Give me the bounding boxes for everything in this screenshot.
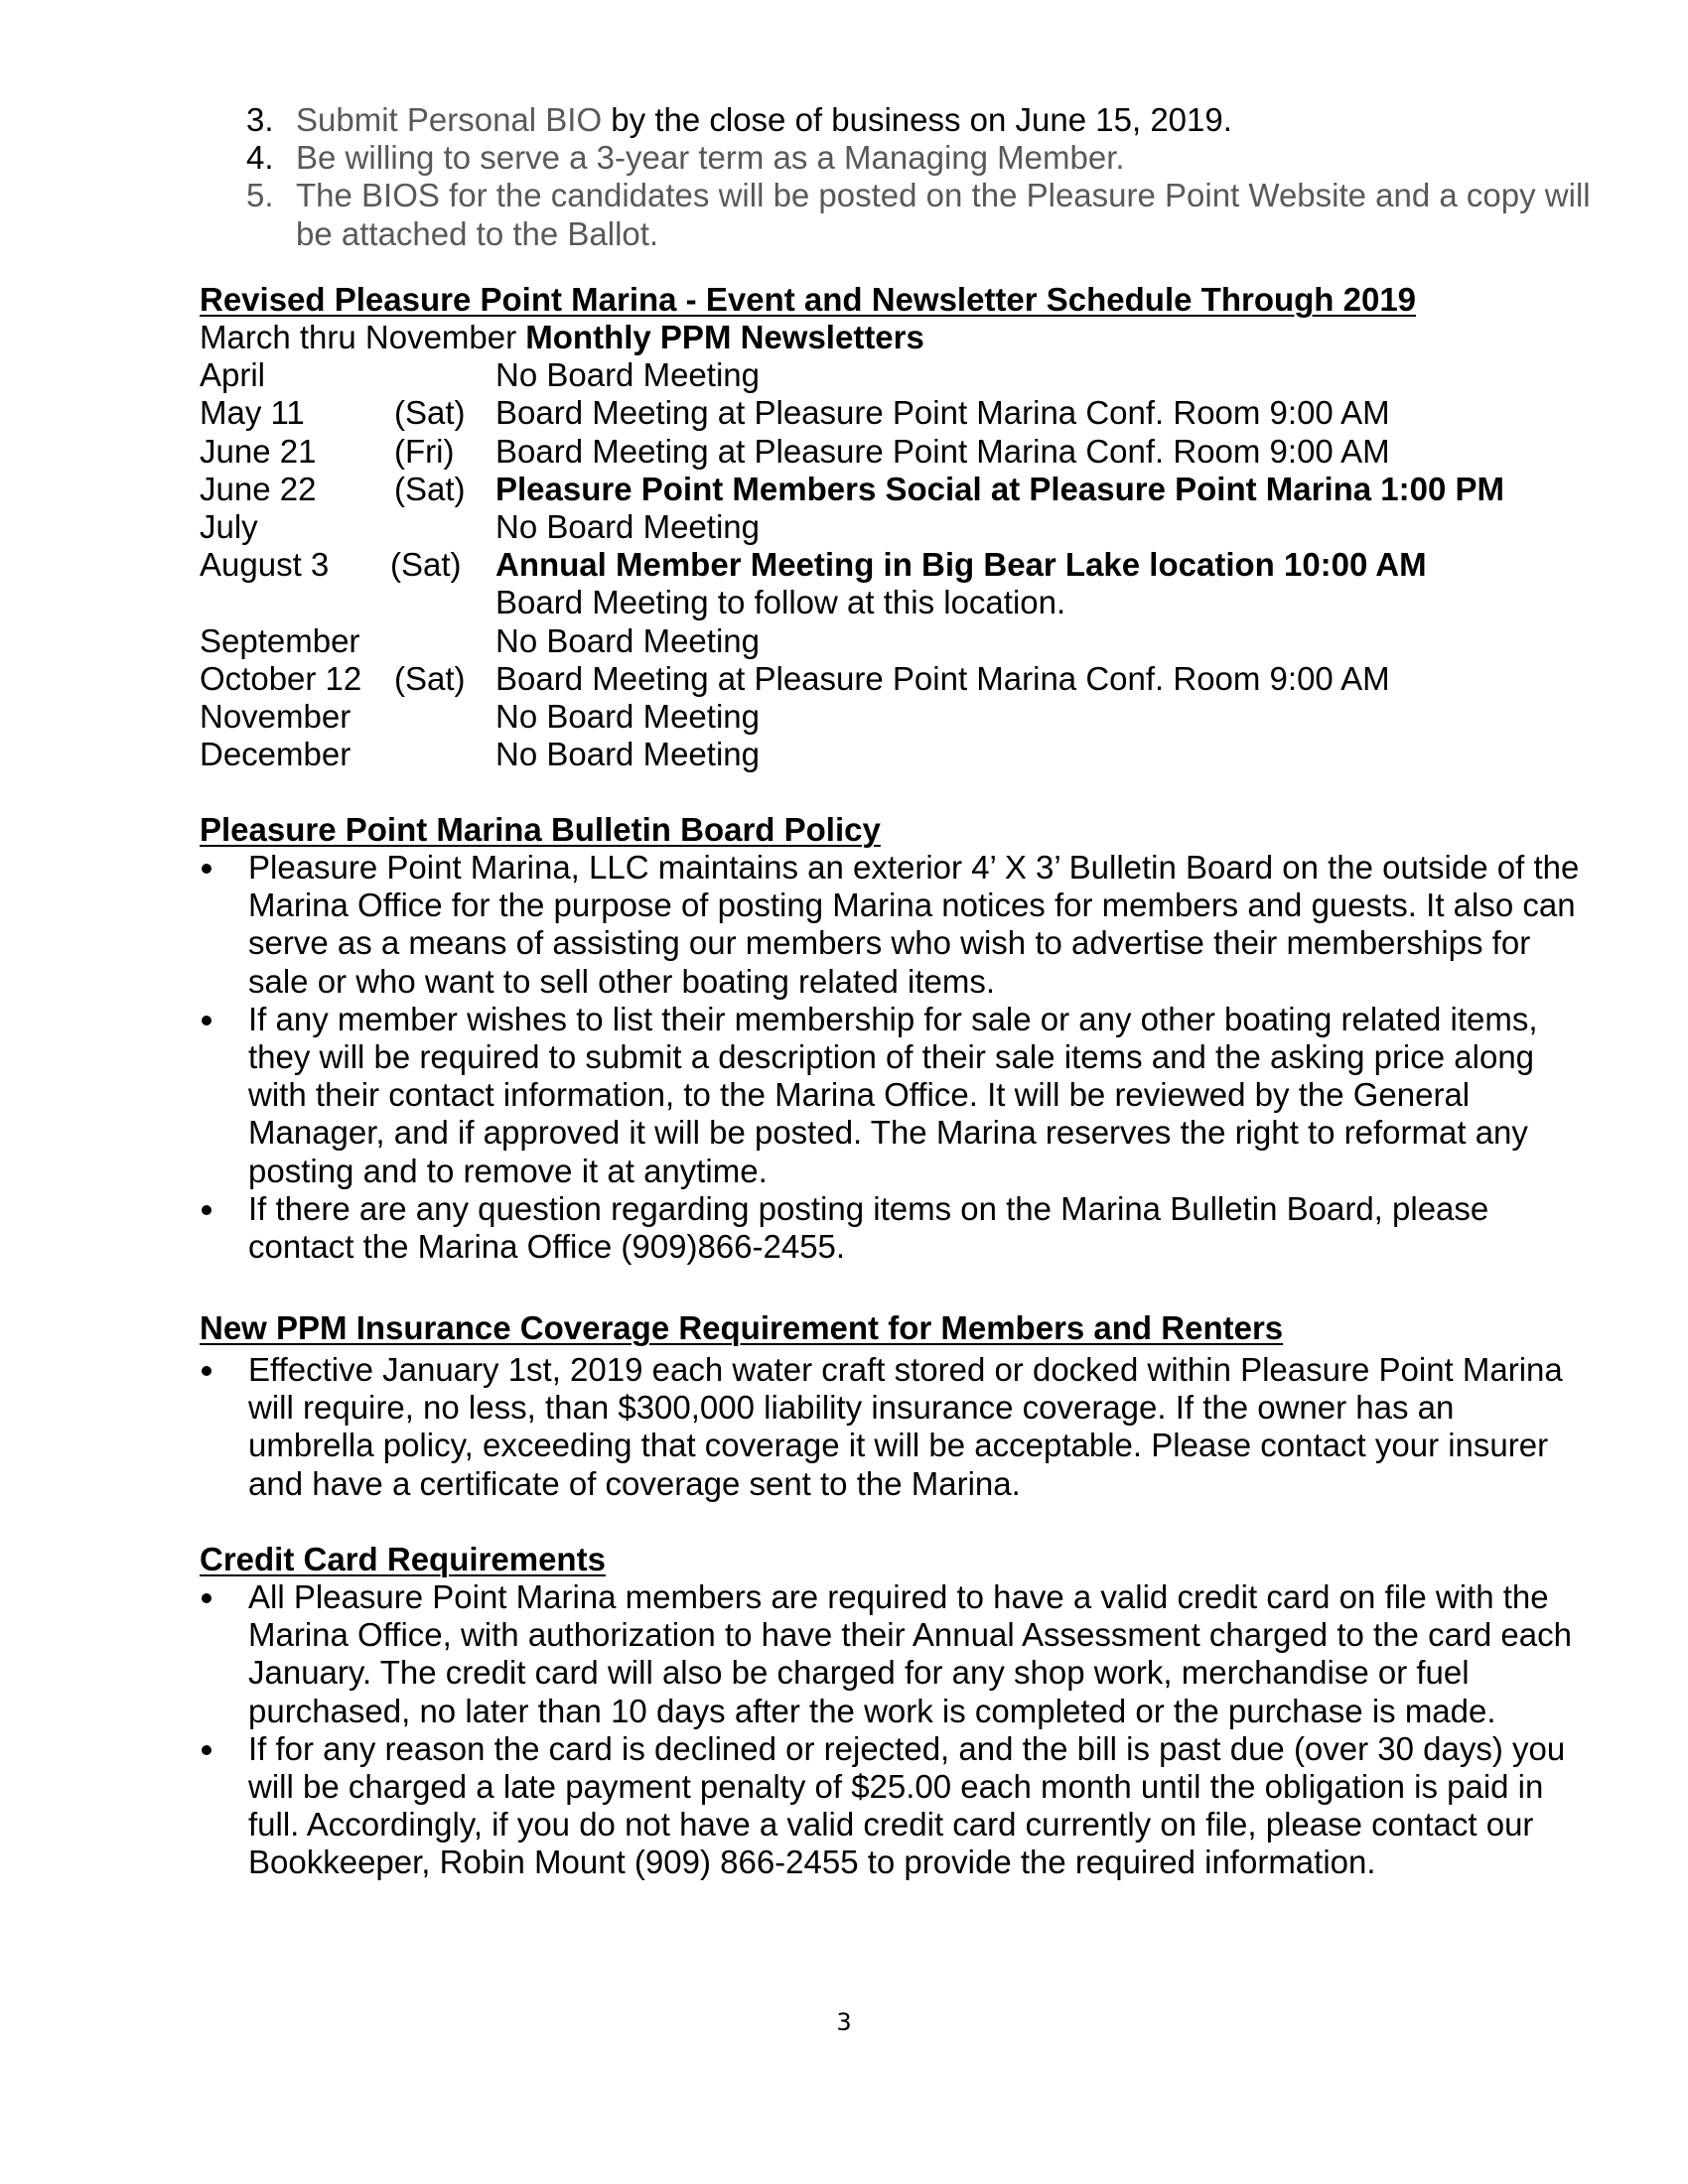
schedule-date: June 22 bbox=[200, 470, 317, 507]
bullet-icon bbox=[202, 1593, 211, 1603]
candidate-steps-list bbox=[246, 101, 1591, 253]
schedule-heading: Revised Pleasure Point Marina - Event and Newsletter Schedule Through 2019 bbox=[200, 281, 1417, 318]
schedule-event: Board Meeting at Pleasure Point Marina Conf. Room 9:00 AM bbox=[495, 659, 1390, 697]
schedule-day: (Fri) bbox=[394, 432, 455, 470]
schedule-day: (Sat) bbox=[394, 659, 466, 697]
schedule-day: (Sat) bbox=[394, 470, 466, 507]
table-row bbox=[200, 508, 1590, 546]
bulletin-list bbox=[200, 849, 1590, 1266]
schedule-event: No Board Meeting bbox=[495, 621, 760, 659]
table-row bbox=[200, 660, 1590, 698]
bullet-text: If any member wishes to list their membership for sale or any other boating related items, they will be required to submit a description of their sale items and the asking price along with their contact information, to the Marina Office. It will be reviewed by the General Manager, and if approved it will be posted. The Marina reserves the right to reformat any posting and to remove it at anytime. bbox=[248, 1000, 1538, 1189]
list-item bbox=[200, 1001, 1589, 1190]
bullet-icon bbox=[202, 1016, 211, 1025]
schedule-event: No Board Meeting bbox=[495, 507, 760, 545]
list-item bbox=[200, 1190, 1589, 1266]
schedule-date: September bbox=[200, 621, 360, 659]
schedule-event: No Board Meeting bbox=[495, 356, 760, 394]
item-number: 3. bbox=[246, 101, 274, 138]
bullet-icon bbox=[202, 864, 211, 874]
table-row bbox=[200, 471, 1590, 508]
item-text: Be willing to serve a 3-year term as a Managing Member. bbox=[296, 139, 1125, 177]
bullet-icon bbox=[202, 1205, 211, 1215]
schedule-event: No Board Meeting bbox=[495, 736, 760, 773]
schedule-date: July bbox=[200, 507, 258, 545]
item-text-emphasis: by the close of business on June 15, 2019. bbox=[602, 101, 1232, 138]
bullet-text: Effective January 1st, 2019 each water craft stored or docked within Pleasure Point Marina will require, no less, than $300,000 liability insurance coverage. If the owner has an umbrella policy, exceeding that coverage it will be acceptable. Please contact your insurer and have a certificate of coverage sent to the Marina. bbox=[248, 1351, 1563, 1502]
item-text: The BIOS for the candidates will be posted on the Pleasure Point Website and a copy will be attached to the Ballot. bbox=[296, 177, 1591, 252]
schedule-event: No Board Meeting bbox=[495, 697, 760, 735]
credit-card-list bbox=[200, 1578, 1590, 1882]
insurance-heading: New PPM Insurance Coverage Requirement for Members and Renters bbox=[200, 1309, 1284, 1346]
list-item bbox=[200, 1578, 1589, 1730]
table-row bbox=[200, 736, 1590, 773]
table-row bbox=[200, 546, 1590, 584]
newsletter-prefix: March thru November bbox=[200, 319, 526, 355]
page-number: 3 bbox=[836, 2008, 852, 2036]
schedule-date: June 21 bbox=[200, 432, 317, 470]
newsletter-row bbox=[200, 319, 1590, 356]
schedule-date: August 3 bbox=[200, 546, 330, 584]
schedule-date: October 12 bbox=[200, 659, 362, 697]
schedule-date: December bbox=[200, 736, 352, 773]
bullet-icon bbox=[202, 1745, 211, 1755]
insurance-list bbox=[200, 1351, 1590, 1503]
schedule-date: May 11 bbox=[200, 394, 305, 432]
list-item bbox=[246, 139, 1557, 177]
list-item bbox=[200, 849, 1589, 1001]
newsletter-title: Monthly PPM Newsletters bbox=[525, 319, 924, 355]
schedule-event: Pleasure Point Members Social at Pleasure Point Marina 1:00 PM bbox=[495, 470, 1505, 507]
list-item bbox=[200, 1351, 1589, 1503]
table-row bbox=[200, 356, 1590, 394]
schedule-event: Annual Member Meeting in Big Bear Lake location 10:00 AM bbox=[495, 546, 1427, 584]
schedule-event: Board Meeting at Pleasure Point Marina Conf. Room 9:00 AM bbox=[495, 394, 1390, 432]
bulletin-heading: Pleasure Point Marina Bulletin Board Policy bbox=[200, 811, 881, 848]
list-item bbox=[246, 177, 1607, 252]
bullet-text: If there are any question regarding posting items on the Marina Bulletin Board, please contact the Marina Office (909)866-2455. bbox=[248, 1189, 1489, 1266]
schedule-day: (Sat) bbox=[394, 394, 466, 432]
schedule-table bbox=[200, 319, 1590, 773]
schedule-event: Board Meeting to follow at this location. bbox=[495, 584, 1066, 621]
table-row bbox=[200, 584, 1590, 621]
schedule-date: April bbox=[200, 356, 266, 394]
table-row bbox=[200, 622, 1590, 660]
schedule-date: November bbox=[200, 697, 352, 735]
bullet-text: Pleasure Point Marina, LLC maintains an exterior 4’ X 3’ Bulletin Board on the outside of the Marina Office for the purpose of posting Marina notices for members and guests. It also can serve as a means of assisting our members who wish to advertise their memberships for sale or who want to sell other boating related items. bbox=[248, 849, 1580, 1000]
table-row bbox=[200, 394, 1590, 432]
bullet-text: If for any reason the card is declined or rejected, and the bill is past due (over 30 days) you will be charged a late payment penalty of $25.00 each month until the obligation is paid in full. Accordingly, if you do not have a valid credit card currently on file, please contact our Bookkeeper, Robin Mount (909) 866-2455 to provide the required information. bbox=[248, 1729, 1566, 1881]
table-row bbox=[200, 433, 1590, 471]
table-row bbox=[200, 698, 1590, 736]
bullet-icon bbox=[202, 1366, 211, 1376]
credit-card-heading: Credit Card Requirements bbox=[200, 1541, 606, 1577]
list-item bbox=[200, 1730, 1589, 1882]
list-item bbox=[246, 101, 1557, 139]
item-number: 4. bbox=[246, 139, 274, 177]
schedule-day: (Sat) bbox=[390, 546, 462, 584]
bullet-text: All Pleasure Point Marina members are required to have a valid credit card on file with the Marina Office, with authorization to have their Annual Assessment charged to the card each January. The credit card will also be charged for any shop work, merchandise or fuel purchased, no later than 10 days after the work is completed or the purchase is made. bbox=[248, 1578, 1572, 1729]
schedule-event: Board Meeting at Pleasure Point Marina Conf. Room 9:00 AM bbox=[495, 432, 1390, 470]
item-text: Submit Personal BIO bbox=[296, 101, 603, 138]
item-number: 5. bbox=[246, 177, 274, 214]
